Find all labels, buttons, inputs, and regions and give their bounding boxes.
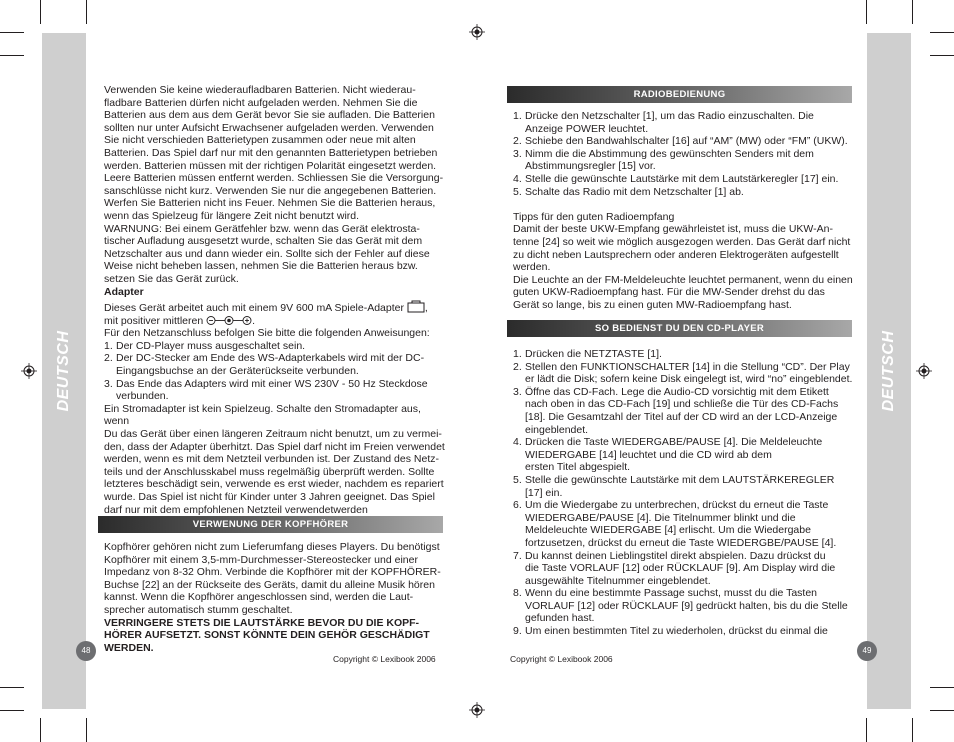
- adapter-line: Dieses Gerät arbeitet auch mit einem 9V 600 mA Spiele-Adapter ,: [104, 302, 428, 315]
- crop-mark: [930, 687, 954, 688]
- list-item: [104, 378, 446, 403]
- step-text: WIEDERGABE [14] leuchtet und die CD wird ab dem: [525, 448, 772, 461]
- step-text: Nimm die die Abstimmung des gewünschten Senders mit dem: [525, 147, 814, 160]
- text-line: Leere Batterien müssen entfernt werden. Schliessen Sie die Versorgung-: [104, 172, 444, 185]
- step-number: 9.: [513, 625, 522, 638]
- crop-mark: [86, 718, 87, 742]
- step-number: 1.: [104, 339, 113, 352]
- text-line: WARNUNG: Bei einem Gerätfehler bzw. wenn das Gerät elektrosta-: [104, 222, 420, 235]
- registration-mark-icon: [21, 363, 37, 379]
- text-line: teils und der Anschlusskabel muss regelmäßig überprüft werden. Sollte: [104, 465, 435, 478]
- text-line: werden.: [513, 261, 551, 274]
- list-item: [513, 173, 858, 186]
- step-text: ausgewählte Titelnummer eingeblendet.: [525, 574, 711, 587]
- text-line: sprecher automatisch stumm geschaltet.: [104, 603, 293, 616]
- text-line: kannst. Wenn die Kopfhörer angeschlossen sind, werden die Laut-: [104, 591, 414, 604]
- crop-mark: [930, 55, 954, 56]
- list-item: [513, 186, 858, 199]
- text-line: Tipps für den guten Radioempfang: [513, 210, 675, 223]
- list-item: [513, 348, 858, 361]
- list-item: [513, 436, 858, 474]
- text-line: Gerät so lange, bis zu einen guten MW-Radioempfang hast.: [513, 298, 792, 311]
- crop-mark: [40, 0, 41, 24]
- step-number: 5.: [513, 185, 522, 198]
- battery-paragraph: [104, 84, 446, 286]
- registration-mark-icon: [916, 363, 932, 379]
- step-text: Du kannst deinen Lieblingstitel direkt abspielen. Dazu drückst du: [525, 549, 826, 562]
- step-number: 8.: [513, 587, 522, 600]
- crop-mark: [912, 718, 913, 742]
- copyright-left: Copyright © Lexibook 2006: [333, 654, 436, 664]
- list-item: [104, 352, 446, 377]
- polarity-icon: [206, 315, 252, 326]
- text-line: Impedanz von 8-32 Ohm. Verbinde die Kopfhörer mit der KOPFHÖRER-: [104, 566, 441, 579]
- crop-mark: [930, 32, 954, 33]
- text-line: Du das Gerät über einen längeren Zeitraum nicht benutzt, um zu vermei-: [104, 428, 442, 441]
- step-text: Das Ende das Adapters wird mit einer WS 230V - 50 Hz Steckdose: [116, 377, 428, 390]
- registration-mark-icon: [469, 24, 485, 40]
- copyright-right: Copyright © Lexibook 2006: [510, 654, 613, 664]
- text-line: tenne [24] so weit wie möglich ausgezogen werden. Das Gerät darf nicht: [513, 235, 851, 248]
- step-text: VORLAUF [12] oder RÜCKLAUF [9] gedrückt halten, bis du die Stelle: [525, 599, 848, 612]
- text-line: fladbare Batterien dürfen nicht aufgeladen werden. Nehmen Sie die: [104, 96, 418, 109]
- crop-mark: [0, 687, 24, 688]
- crop-mark: [912, 0, 913, 24]
- adapter-notes: [104, 403, 446, 516]
- text-line: Batterien. Das Spiel darf nur mit den genannten Batterietypen betrieben: [104, 146, 438, 159]
- step-number: 2.: [513, 135, 522, 148]
- text-line: Netzschalter aus und dann wieder ein. Sollte sich der Fehler auf diese: [104, 247, 430, 260]
- text-line: Kopfhörer gehören nicht zum Lieferumfang dieses Players. Du benötigst: [104, 541, 440, 553]
- step-text: Der CD-Player muss ausgeschaltet sein.: [116, 339, 306, 352]
- list-item: [513, 148, 858, 173]
- cd-heading: SO BEDIENST DU DEN CD-PLAYER: [507, 320, 852, 337]
- cd-steps: [513, 348, 858, 638]
- page-number-left: 48: [76, 641, 96, 661]
- text-line: Batterien aus dem aus dem Gerät bevor Sie sie aufladen. Die Batterien: [104, 109, 435, 122]
- step-number: 2.: [513, 360, 522, 373]
- crop-mark: [930, 710, 954, 711]
- text-line: Die Leuchte an der FM-Meldeleuchte leuchtet permanent, wenn du einen: [513, 273, 853, 286]
- text-line: darf nur mit dem empfohlenen Netzteil verwendetwerden: [104, 503, 368, 516]
- step-text: Um die Wiedergabe zu unterbrechen, drückst du erneut die Taste: [525, 499, 829, 512]
- text-line: letzteres beschädigt sein, verwende es erst wieder, nachdem es repariert: [104, 478, 444, 491]
- radio-section: [513, 110, 858, 312]
- radio-heading: RADIOBEDIENUNG: [507, 86, 852, 103]
- step-text: ersten Titel abgespielt.: [525, 461, 631, 474]
- warning-line: WERDEN.: [104, 641, 154, 654]
- adapter-steps: [104, 340, 446, 403]
- step-text: verbunden.: [116, 390, 169, 403]
- warning-line: VERRINGERE STETS DIE LAUTSTÄRKE BEVOR DU DIE KOPF-: [104, 616, 420, 629]
- headphones-section: [104, 541, 446, 654]
- text-line: wurde. Das Spiel ist nicht für Kinder unter 3 Jahren geeignet. Das Spiel: [104, 491, 435, 503]
- step-number: 1.: [513, 348, 522, 360]
- step-number: 3.: [513, 147, 522, 160]
- step-text: [17] ein.: [525, 486, 563, 499]
- text-line: zu dicht neben Lautsprechern oder anderen Elektrogeräten aufgestellt: [513, 248, 839, 261]
- text-line: Ein Stromadapter ist kein Spielzeug. Schalte den Stromadapter aus, wenn: [104, 402, 421, 428]
- step-number: 1.: [513, 110, 522, 122]
- text-line: werden. Batterien müssen mit der richtigen Polarität eingesetzt werden.: [104, 159, 437, 172]
- step-text: fortzusetzen, drückst du erneut die Taste WIEDERGBE/PAUSE [4].: [525, 536, 837, 549]
- step-number: 5.: [513, 473, 522, 486]
- list-item: [513, 499, 858, 549]
- cd-section: [513, 348, 858, 638]
- radio-tips: [513, 211, 858, 312]
- adapter-intro: Für den Netzanschluss befolgen Sie bitte die folgenden Anweisungen:: [104, 327, 430, 340]
- side-tab-left: [42, 33, 86, 709]
- step-text: Der DC-Stecker am Ende des WS-Adapterkabels wird mit der DC-: [116, 352, 425, 365]
- headphones-text: [104, 541, 446, 617]
- step-text: Schalte das Radio mit dem Netzschalter [1] ab.: [525, 185, 744, 198]
- crop-mark: [0, 55, 24, 56]
- step-text: Schiebe den Bandwahlschalter [16] auf “AM” (MW) oder “FM” (UKW).: [525, 135, 848, 148]
- side-tab-right: [867, 33, 911, 709]
- list-item: [104, 340, 446, 353]
- text-line: sollten nur unter Aufsicht Erwachsener aufgeladen werden. Verwenden: [104, 121, 434, 134]
- headphones-heading: VERWENUNG DER KOPFHÖRER: [98, 516, 443, 533]
- step-number: 3.: [513, 385, 522, 398]
- radio-steps: [513, 110, 858, 198]
- step-text: Wenn du eine bestimmte Passage suchst, musst du die Tasten: [525, 587, 818, 600]
- step-text: Drücke den Netzschalter [1], um das Radio einzuschalten. Die: [525, 110, 814, 122]
- step-number: 4.: [513, 172, 522, 185]
- text-line: setzen Sie das Gerät zurück.: [104, 272, 239, 285]
- text-line: Verwenden Sie keine wiederaufladbaren Batterien. Nicht wiederau-: [104, 84, 416, 96]
- text-line: wenn das Spielzeug für längere Zeit nicht benutzt wird.: [104, 209, 360, 222]
- step-text: Drücken die NETZTASTE [1].: [525, 348, 662, 360]
- warning-line: HÖRER AUFSETZT. SONST KÖNNTE DEIN GEHÖR GESCHÄDIGT: [104, 629, 430, 642]
- page-number-right: 49: [857, 641, 877, 661]
- text-line: Kopfhörer mit einem 3,5-mm-Durchmesser-Stereostecker und einer: [104, 553, 418, 566]
- step-number: 6.: [513, 499, 522, 512]
- step-number: 2.: [104, 352, 113, 365]
- list-item: [513, 625, 858, 638]
- crop-mark: [0, 710, 24, 711]
- text-line: Werfen Sie Batterien nicht ins Feuer. Nehmen Sie die Batterien heraus,: [104, 197, 436, 210]
- step-number: 7.: [513, 549, 522, 562]
- step-text: Stelle die gewünschte Lautstärke mit dem Lautstärkeregler [17] ein.: [525, 172, 839, 185]
- step-text: Stellen den FUNKTIONSCHALTER [14] in die Stellung “CD”. Der Play: [525, 360, 850, 373]
- step-text: Abstimmungsregler [15] vor.: [525, 160, 656, 173]
- text-line: Sie nicht verschieden Batterietypen zusammen oder neue mit alten: [104, 134, 416, 147]
- list-item: [513, 386, 858, 436]
- step-text: Eingangsbuchse an der Geräterückseite verbunden.: [116, 365, 359, 378]
- text-line: Weise nicht beheben lassen, nehmen Sie die Batterien heraus bzw.: [104, 260, 418, 273]
- text-line: sanschlüsse nicht kurz. Verwenden Sie nur die angegebenen Batterien.: [104, 184, 437, 197]
- headphones-warning: [104, 617, 446, 655]
- step-text: er lädt die Disk; sofern keine Disk eingelegt ist, wird “no” eingeblendet.: [525, 373, 853, 386]
- text-line: tischer Aufladung ausgesetzt wurde, schalten Sie das Gerät mit dem: [104, 235, 423, 248]
- step-text: gefunden hast.: [525, 612, 595, 625]
- step-text: Stelle die gewünschte Lautstärke mit dem LAUTSTÄRKEREGLER: [525, 473, 835, 486]
- list-item: [513, 110, 858, 135]
- step-text: eingeblendet.: [525, 423, 589, 436]
- text-line: werden, wenn es mit dem Netzteil verbunden ist. Der Zustand des Netz-: [104, 453, 439, 466]
- list-item: [513, 474, 858, 499]
- registration-mark-icon: [469, 702, 485, 718]
- left-column: [104, 84, 446, 516]
- crop-mark: [40, 718, 41, 742]
- adapter-heading: Adapter: [104, 285, 144, 298]
- text-line: Damit der beste UKW-Empfang gewährleistet ist, muss die UKW-An-: [513, 223, 833, 236]
- crop-mark: [0, 32, 24, 33]
- list-item: [513, 135, 858, 148]
- list-item: [513, 361, 858, 386]
- crop-mark: [866, 718, 867, 742]
- text-line: Buchse [22] an der Rückseite des Geräts, damit du alleine Musik hören: [104, 578, 435, 591]
- step-text: Anzeige POWER leuchtet.: [525, 122, 649, 135]
- list-item: [513, 587, 858, 625]
- step-text: Um einen bestimmten Titel zu wiederholen, drückst du einmal die: [525, 625, 828, 638]
- side-label: DEUTSCH: [55, 330, 72, 412]
- step-text: [18]. Die Gesamtzahl der Titel auf der CD wird an der LCD-Anzeige: [525, 410, 838, 423]
- crop-mark: [86, 0, 87, 24]
- polarity-line: mit positiver mittleren .: [104, 314, 256, 327]
- step-text: WIEDERGABE/PAUSE [4]. Die Titelnummer blinkt und die: [525, 511, 796, 524]
- text-line: guten UKW-Radioempfang hast. Für die MW-Sender drehst du das: [513, 286, 825, 299]
- crop-mark: [866, 0, 867, 24]
- step-number: 3.: [104, 377, 113, 390]
- adapter-icon: [407, 300, 425, 313]
- step-text: die Taste VORLAUF [12] oder RÜCKLAUF [9]. Am Display wird die: [525, 562, 836, 575]
- step-text: Drücken die Taste WIEDERGABE/PAUSE [4]. Die Meldeleuchte: [525, 436, 823, 449]
- step-text: nach oben in das CD-Fach [19] und schließe die Tür des CD-Fachs: [525, 398, 839, 411]
- list-item: [513, 550, 858, 588]
- text-line: den, dass der Adapter überhitzt. Das Spiel darf nicht im Freien verwendet: [104, 440, 445, 453]
- side-label: DEUTSCH: [880, 330, 897, 412]
- step-text: Öffne das CD-Fach. Lege die Audio-CD vorsichtig mit dem Etikett: [525, 385, 829, 398]
- step-text: Meldeleuchte WIEDERGABE [4] erlischt. Um die Wiedergabe: [525, 524, 811, 537]
- step-number: 4.: [513, 436, 522, 449]
